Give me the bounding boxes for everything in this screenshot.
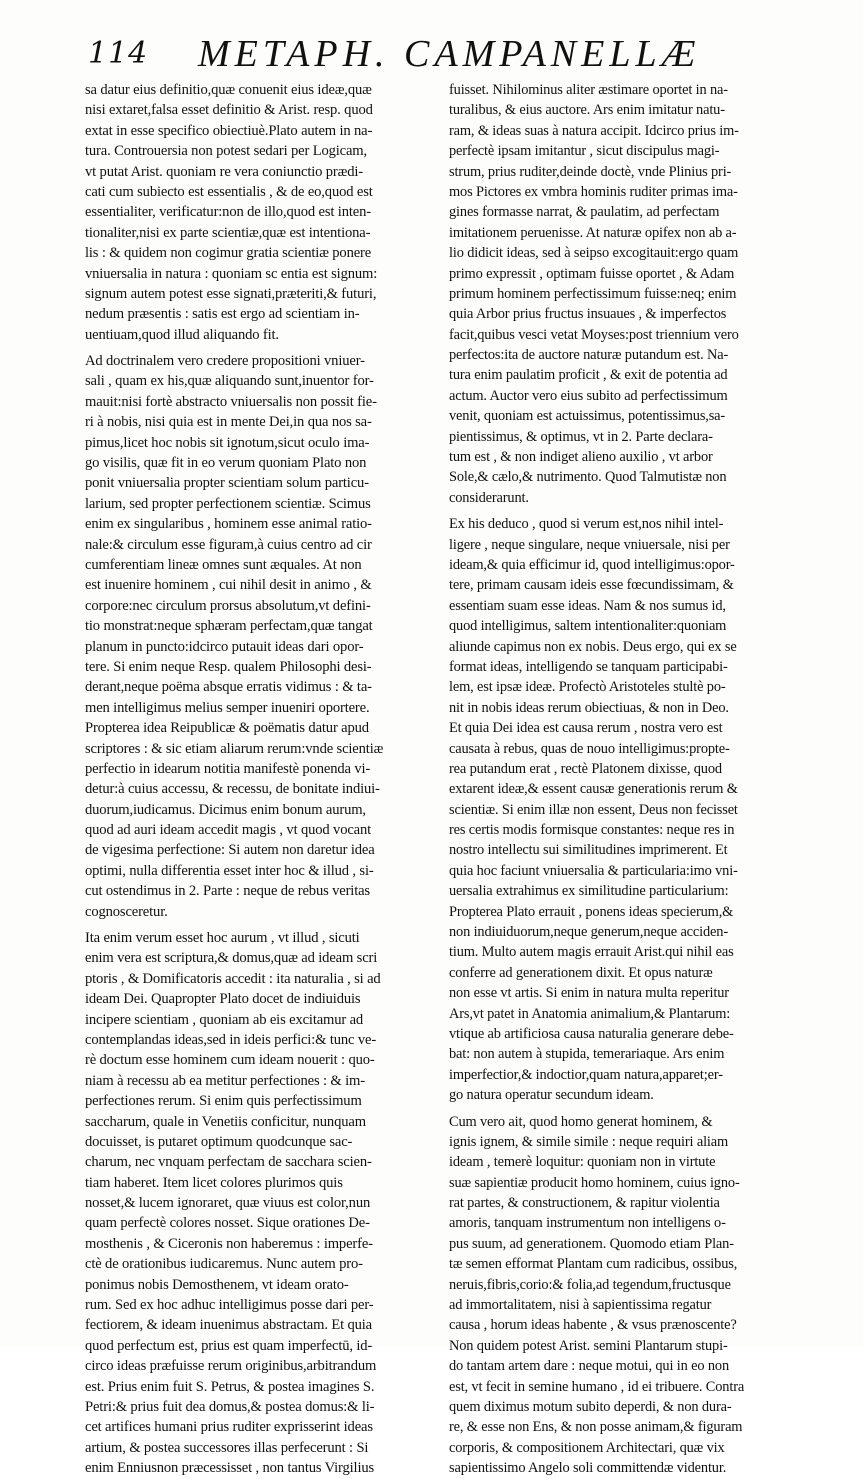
text-line: tere, primam causam ideis esse fœcundissimam, & [449, 577, 734, 594]
text-line: mos Pictores ex vmbra hominis ruditer primas ima- [449, 183, 738, 200]
text-line: quod intelligimus, saltem intentionaliter:quoniam [449, 618, 727, 635]
text-line: perfectio in idearum notitia manifestè ponenda vi- [85, 760, 371, 777]
text-line: bat: non autem à stupida, temerariaque. Ars enim [449, 1046, 725, 1063]
text-line: Propterea Plato errauit , ponens ideas specierum,& [449, 903, 734, 920]
text-line: imitationem peruenisse. At naturæ opifex non ab a- [449, 224, 737, 241]
text-line: circo ideas præfuisse rerum originibus,arbitrandum [85, 1358, 377, 1375]
text-line: cati cum subiecto est essentialis , & de eo,quod est [85, 183, 373, 200]
text-line: contemplandas ideas,sed in ideis perfici:& tunc ve- [85, 1031, 377, 1048]
text-line: Propterea idea Reipublicæ & poëmatis datur apud [85, 720, 369, 737]
left-column [85, 80, 437, 1477]
text-line: sapientissimo Angelo soli committendæ videntur. [449, 1460, 727, 1477]
text-line: lis : & quidem non cogimur gratia scientiæ ponere [85, 245, 372, 262]
text-line: ideam , temerè loquitur: quoniam non in virtute [449, 1154, 716, 1171]
text-line: uersalia extrahimus ex similitudine particularium: [449, 883, 729, 900]
paragraph [449, 80, 789, 508]
text-line: sali , quam ex his,quæ aliquando sunt,inuentor for- [85, 373, 374, 390]
text-line: rea putandum erat , rectè Platonem dixisse, quod [449, 760, 722, 777]
text-line: tio monstrat:neque sphæram perfectam,quæ tangat [85, 618, 373, 635]
text-line: Cum vero ait, quod homo generat hominem, & [449, 1113, 713, 1130]
text-line: gines formasse narrat, & paulatim, ad perfectam [449, 204, 720, 221]
text-line: quia Arbor prius fructus insuaues , & imperfectos [449, 306, 727, 323]
text-line: res certis modis formisque constantes: neque res in [449, 822, 735, 839]
text-line: ri à nobis, nisi quia est in mente Dei,in qua nos sa- [85, 414, 372, 431]
text-line: Ita enim verum esset hoc aurum , vt illud , sicuti [85, 930, 360, 947]
text-line: quam perfectè colores nosset. Sique orationes De- [85, 1215, 370, 1232]
text-line: quia hoc faciunt vniuersalia & particularia:imo vni- [449, 862, 738, 879]
text-line: venit, quoniam est actuissimus, potentissimus,sa- [449, 408, 726, 425]
text-line: scriptores : & sic etiam aliarum rerum:vnde scientiæ [85, 740, 384, 757]
text-line: tura enim paulatim proficit , & exit de potentia ad [449, 367, 728, 384]
text-line: strum, prius ruditer,deinde doctè, vnde Plinius pri- [449, 163, 732, 180]
text-line: mosthenis , & Ciceronis non haberemus : imperfe- [85, 1235, 373, 1252]
text-line: pientissimus, & optimus, vt in 2. Parte declara- [449, 428, 713, 445]
text-line: planum in puncto:idcirco putauit ideas dari opor- [85, 638, 364, 655]
text-line: facit,quibus vesci vetat Moyses:post triennium vero [449, 326, 739, 343]
text-line: ponit vniuersalia propter scientiam solum particu- [85, 475, 369, 492]
text-line: ideam Dei. Quapropter Plato docet de indiuiduis [85, 991, 361, 1008]
text-line: causata à rebus, quas de nouo intelligimus:propte- [449, 740, 730, 757]
text-line: charum, nec vnquam perfectam de sacchara scien- [85, 1154, 372, 1171]
text-line: extarent ideæ,& essent causæ generationis rerum & [449, 781, 738, 798]
text-line: rè doctum esse hominem cum ideam nouerit : quo- [85, 1052, 375, 1069]
text-line: ptoris , & Domificatoris accedit : ita naturalia , si ad [85, 970, 381, 987]
text-line: ideam,& quia efficimur id, quod intelligimus:opor- [449, 556, 735, 573]
text-line: men intelligimus melius semper inueniri oportere. [85, 699, 370, 716]
text-line: detur:à cuius accessu, & recessu, de bonitate indiui- [85, 781, 380, 798]
text-line: tiam haberet. Item licet colores plurimos quis [85, 1174, 343, 1191]
text-line: ligere , neque singulare, neque vniuersale, nisi per [449, 536, 730, 553]
text-line: rat partes, & constructionem, & rapitur violentia [449, 1195, 720, 1212]
text-line: tium. Multo autem magis errauit Arist.qui nihil eas [449, 944, 734, 961]
text-line: derant,neque poëma absque erratis vidimus : & ta- [85, 679, 372, 696]
text-line: Ad doctrinalem vero credere propositioni vniuer- [85, 353, 365, 370]
text-line: nedum præsentis : satis est ergo ad scientiam in- [85, 306, 360, 323]
text-line: signum autem potest esse signati,præteriti,& futuri, [85, 285, 377, 302]
text-line: perfectiones rerum. Si enim quis perfectissimum [85, 1093, 362, 1110]
text-line: rum. Sed ex hoc adhuc intelligimus posse dari per- [85, 1297, 374, 1314]
text-line: incipere scientiam , quoniam ab eis excitamur ad [85, 1011, 364, 1028]
text-line: Sole,& cælo,& nutrimento. Quod Talmutistæ non [449, 469, 727, 486]
right-column [449, 80, 789, 1477]
text-line: est, vt fecit in semine humano , id ei tribuere. Contra [449, 1378, 745, 1395]
text-line: tum est , & non indiget alieno auxilio , vt arbor [449, 449, 713, 466]
text-line: est inuenire hominem , cui nihil desit in animo , & [85, 577, 372, 594]
text-line: larium, sed propter perfectionem scientiæ. Scimus [85, 495, 371, 512]
text-line: enim Enniusnon præcessisset , non tantus Virgilius [85, 1460, 375, 1477]
text-line: duorum,iudicamus. Dicimus enim bonum aurum, [85, 801, 366, 818]
paragraph [449, 1112, 789, 1479]
text-line: ponimus nobis Demosthenem, vt ideam orato- [85, 1276, 349, 1293]
text-line: scientiæ. Si enim illæ non essent, Deus non fecisset [449, 801, 738, 818]
text-line: fuisset. Nihilominus aliter æstimare oportet in na- [449, 82, 728, 98]
paragraph [85, 928, 437, 1479]
text-line: tionaliter,nisi ex parte scientiæ,quæ est intentiona- [85, 224, 371, 241]
text-line: optimi, nulla differentia esset inter hoc & illud , si- [85, 862, 374, 879]
text-line: format ideas, intelligendo se tanquam participabi- [449, 658, 728, 675]
text-line: nit in nobis ideas rerum obiectiuas, & non in Deo. [449, 699, 729, 716]
text-line: fectiorem, & ideam inuenimus abstractam. Et quia [85, 1317, 373, 1334]
paragraph [85, 80, 437, 345]
text-line: perfectos:ita de auctore naturæ putandum est. Na- [449, 347, 729, 364]
text-line: Et quia Dei idea est causa rerum , nostra vero est [449, 720, 723, 737]
text-line: neruis,fibris,corio:& folia,ad tegendum,fructusque [449, 1276, 731, 1293]
text-line: imperfectior,& indoctior,quam natura,apparet;er- [449, 1066, 723, 1083]
text-line: docuisset, is putaret optimum quodcunque sac- [85, 1133, 353, 1150]
text-line: artium, & postea successores illas perfecerunt : Si [85, 1439, 369, 1456]
text-line: ignis ignem, & simile simile : neque requiri aliam [449, 1133, 729, 1150]
text-line: considerarunt. [449, 489, 529, 506]
text-line: ctè de orationibus iudicaremus. Nunc autem pro- [85, 1256, 363, 1273]
text-line: go visilis, quæ fit in eo verum quoniam Plato non [85, 455, 367, 472]
text-line: cet artifices humani prius ruditer exprisserint ideas [85, 1419, 373, 1436]
text-line: tere. Si enim neque Resp. qualem Philosophi desi- [85, 658, 372, 675]
text-line: actum. Auctor vero eius subito ad perfectissimum [449, 387, 728, 404]
text-line: quod perfectum est, prius est quam imperfectū, id- [85, 1337, 373, 1354]
text-line: uentiuam,quod illud aliquando fit. [85, 326, 279, 343]
text-line: essentialiter, verificatur:non de illo,quod est inten- [85, 204, 371, 221]
text-line: cut ostendimus in 2. Parte : neque de rebus veritas [85, 883, 370, 900]
text-line: nisi extaret,falsa esset definitio & Arist. resp. quod [85, 102, 373, 119]
text-line: Ex his deduco , quod si verum est,nos nihil intel- [449, 516, 724, 533]
text-line: aliunde capimus non ex nobis. Deus ergo, qui ex se [449, 638, 737, 655]
text-line: corpore:nec circulum prorsus absolutum,vt defini- [85, 597, 371, 614]
text-line: primum hominem perfectissimum fuisse:neq; enim [449, 285, 737, 302]
text-line: saccharum, quale in Venetiis conficitur, nunquam [85, 1113, 366, 1130]
text-line: cognosceretur. [85, 903, 168, 920]
text-line: Petri:& prius fuit dea domus,& postea domus:& li- [85, 1399, 375, 1415]
text-line: pimus,licet hoc nobis sit ignotum,sicut oculo ima- [85, 434, 370, 451]
text-line: pus suum, ad generationem. Quomodo etiam Plan- [449, 1235, 734, 1252]
text-line: est. Prius enim fuit S. Petrus, & postea imagines S. [85, 1378, 375, 1395]
text-line: sa datur eius definitio,quæ conuenit eius ideæ,quæ [85, 82, 372, 98]
text-line: amoris, tanquam instrumentum non intelligens o- [449, 1215, 726, 1232]
text-line: nosset,& lucem ignoraret, quæ viuus est color,nun [85, 1195, 371, 1212]
page-number: 114 [88, 36, 149, 71]
text-line: vt putat Arist. quoniam re vera coniunctio prædi- [85, 163, 363, 180]
text-line: vniuersalia in natura : quoniam sc entia est signum: [85, 265, 378, 282]
text-line: re, & esse non Ens, & non posse animam,& figuram [449, 1419, 743, 1436]
text-line: conferre ad generationem dixit. Et opus naturæ [449, 964, 713, 981]
text-line: turalibus, & eius auctore. Ars enim imitatur natu- [449, 102, 725, 119]
text-line: do tantam artem dare : neque motui, qui in eo non [449, 1358, 729, 1375]
text-line: essentiam suam esse ideas. Nam & nos sumus id, [449, 597, 726, 614]
text-line: cumferentiam lineæ omnes sunt æquales. At non [85, 556, 362, 573]
text-line: de vigesima perfectione: Si autem non daretur idea [85, 842, 375, 859]
text-line: tæ semen efformat Plantam cum radicibus, ossibus, [449, 1256, 738, 1273]
text-line: suæ sapientiæ producit homo hominem, cuius igno- [449, 1174, 740, 1191]
running-title: METAPH. CAMPANELLÆ [198, 33, 701, 75]
text-line: enim ex singularibus , hominem esse animal ratio- [85, 516, 372, 533]
text-line: causa , horum ideas habente , & vsus prænoscente? [449, 1317, 737, 1334]
page-header [88, 32, 788, 76]
text-line: quod ad auri ideam accedit magis , vt quod vocant [85, 822, 372, 839]
text-line: ram, & ideas suas à natura accipit. Idcirco prius im- [449, 122, 739, 139]
text-line: perfectè ipsam imitantur , sicut discipulus magi- [449, 143, 720, 160]
text-line: enim vera est scriptura,& domus,quæ ad ideam scri [85, 950, 378, 967]
paragraph [85, 351, 437, 922]
text-line: tura. Controuersia non potest sedari per Logicam, [85, 143, 368, 160]
text-line: extat in esse specifico obiectiuè.Plato autem in na- [85, 122, 373, 139]
text-line: nale:& circulum esse figuram,à cuius centro ad cir [85, 536, 372, 553]
text-line: non esse vt artis. Si enim in natura multa reperitur [449, 985, 729, 1002]
text-line: go natura operatur secundum ideam. [449, 1087, 654, 1104]
text-line: mauit:nisi fortè abstracto vniuersalis non possit fie- [85, 393, 377, 410]
text-line: niam à recessu ab ea metitur perfectiones : & im- [85, 1072, 365, 1089]
text-line: Non quidem potest Arist. semini Plantarum stupi- [449, 1337, 728, 1354]
text-line: quem diximus motum subito deperdi, & non dura- [449, 1399, 732, 1415]
text-line: nostro intellectu sui similitudines imprimerent. Et [449, 842, 728, 859]
text-line: ad immortalitatem, nisi à sapientissima regatur [449, 1297, 712, 1314]
text-line: non indiuiduorum,neque generum,neque acciden- [449, 924, 728, 941]
text-line: corporis, & compositionem Architectari, quæ vix [449, 1439, 725, 1456]
text-line: primo expressit , optimam fuisse oportet , & Adam [449, 265, 735, 282]
text-line: lem, est ipsæ ideæ. Profectò Aristoteles stultè po- [449, 679, 726, 696]
text-line: vtique ab artificiosa causa naturalia generare debe- [449, 1025, 734, 1042]
text-line: lio didicit ideas, sed à seipso excogitauit:ergo quam [449, 245, 739, 262]
text-line: Ars,vt patet in Anatomia animalium,& Plantarum: [449, 1005, 731, 1022]
paragraph [449, 514, 789, 1105]
